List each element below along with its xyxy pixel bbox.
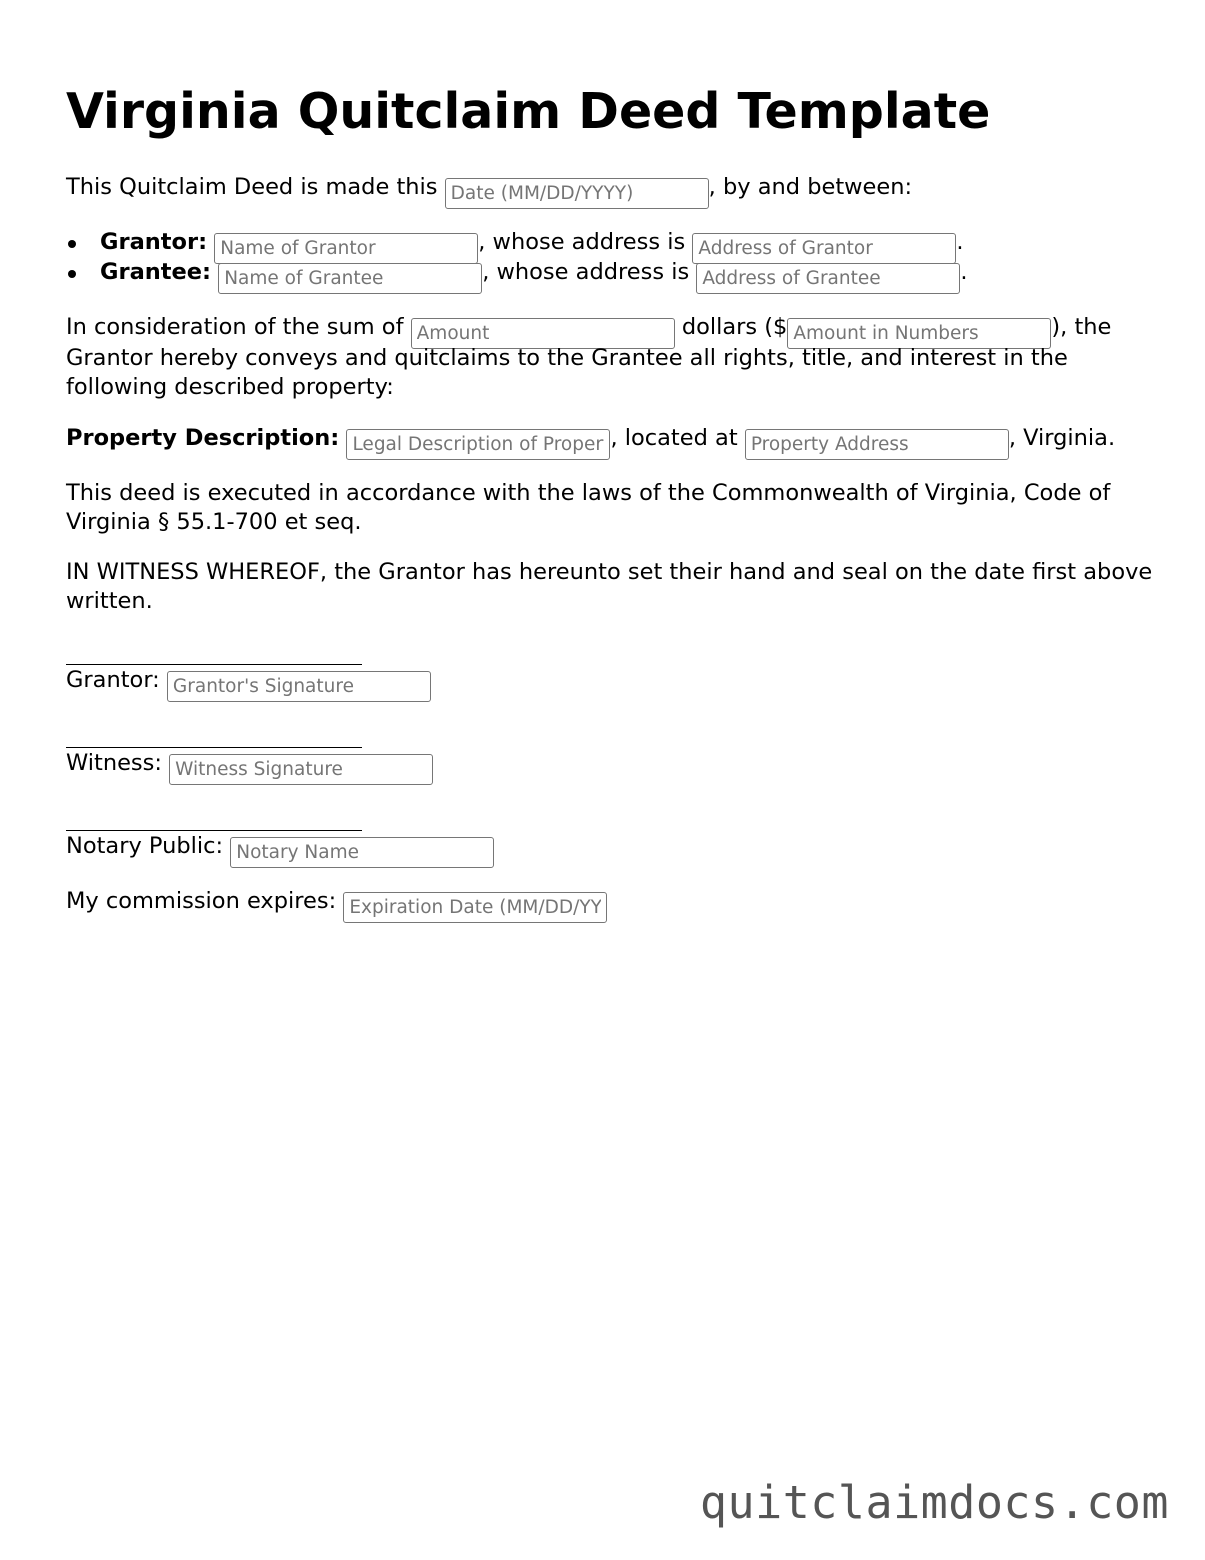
expiration-date-input[interactable] xyxy=(343,892,607,923)
witness-signature-input[interactable] xyxy=(169,754,433,785)
witness-paragraph: IN WITNESS WHEREOF, the Grantor has hereunto set their hand and seal on the date first above written. xyxy=(66,559,1153,614)
grantor-signature-label: Grantor: xyxy=(66,667,160,693)
law-paragraph: This deed is executed in accordance with the laws of the Commonwealth of Virginia, Code of Virginia § 55.1-700 et seq. xyxy=(66,480,1111,535)
grantee-address-text: , whose address is xyxy=(482,259,690,285)
commission-label: My commission expires: xyxy=(66,888,337,914)
date-input[interactable] xyxy=(445,178,709,209)
notary-signature-line xyxy=(66,830,362,831)
grantor-address-text: , whose address is xyxy=(478,229,686,255)
intro-prefix: This Quitclaim Deed is made this xyxy=(66,174,438,200)
grantee-list-item xyxy=(100,258,968,294)
witness-signature-row xyxy=(66,749,433,785)
notary-row xyxy=(66,832,494,868)
property-label: Property Description: xyxy=(66,425,340,451)
legal-description-input[interactable] xyxy=(346,429,610,460)
property-line xyxy=(66,424,1115,460)
grantee-label: Grantee: xyxy=(100,259,212,285)
grantor-signature-line xyxy=(66,664,362,665)
bullet-dot xyxy=(68,270,76,278)
watermark: quitclaimdocs.com xyxy=(699,1476,1169,1529)
property-middle: , located at xyxy=(610,425,738,451)
consideration-prefix: In consideration of the sum of xyxy=(66,314,404,340)
grantee-period: . xyxy=(960,259,968,285)
consideration-suffix: ), the xyxy=(1051,314,1112,340)
bullet-dot xyxy=(68,240,76,248)
witness-signature-line xyxy=(66,747,362,748)
consideration-middle: dollars ($ xyxy=(681,314,788,340)
grantor-period: . xyxy=(956,229,964,255)
grantee-name-input[interactable] xyxy=(218,263,482,294)
property-suffix: , Virginia. xyxy=(1008,425,1116,451)
grantee-address-input[interactable] xyxy=(696,263,960,294)
page-title: Virginia Quitclaim Deed Template xyxy=(66,83,991,140)
grantor-signature-row xyxy=(66,666,431,702)
property-address-input[interactable] xyxy=(745,429,1009,460)
notary-label: Notary Public: xyxy=(66,833,224,859)
notary-name-input[interactable] xyxy=(230,837,494,868)
commission-row xyxy=(66,887,607,923)
grantor-label: Grantor: xyxy=(100,229,208,255)
witness-signature-label: Witness: xyxy=(66,750,162,776)
consideration-rest: Grantor hereby conveys and quitclaims to the Grantee all rights, title, and interest in the following described property: xyxy=(66,345,1068,400)
intro-suffix: , by and between: xyxy=(708,174,913,200)
grantor-signature-input[interactable] xyxy=(167,671,431,702)
intro-line xyxy=(66,173,912,209)
